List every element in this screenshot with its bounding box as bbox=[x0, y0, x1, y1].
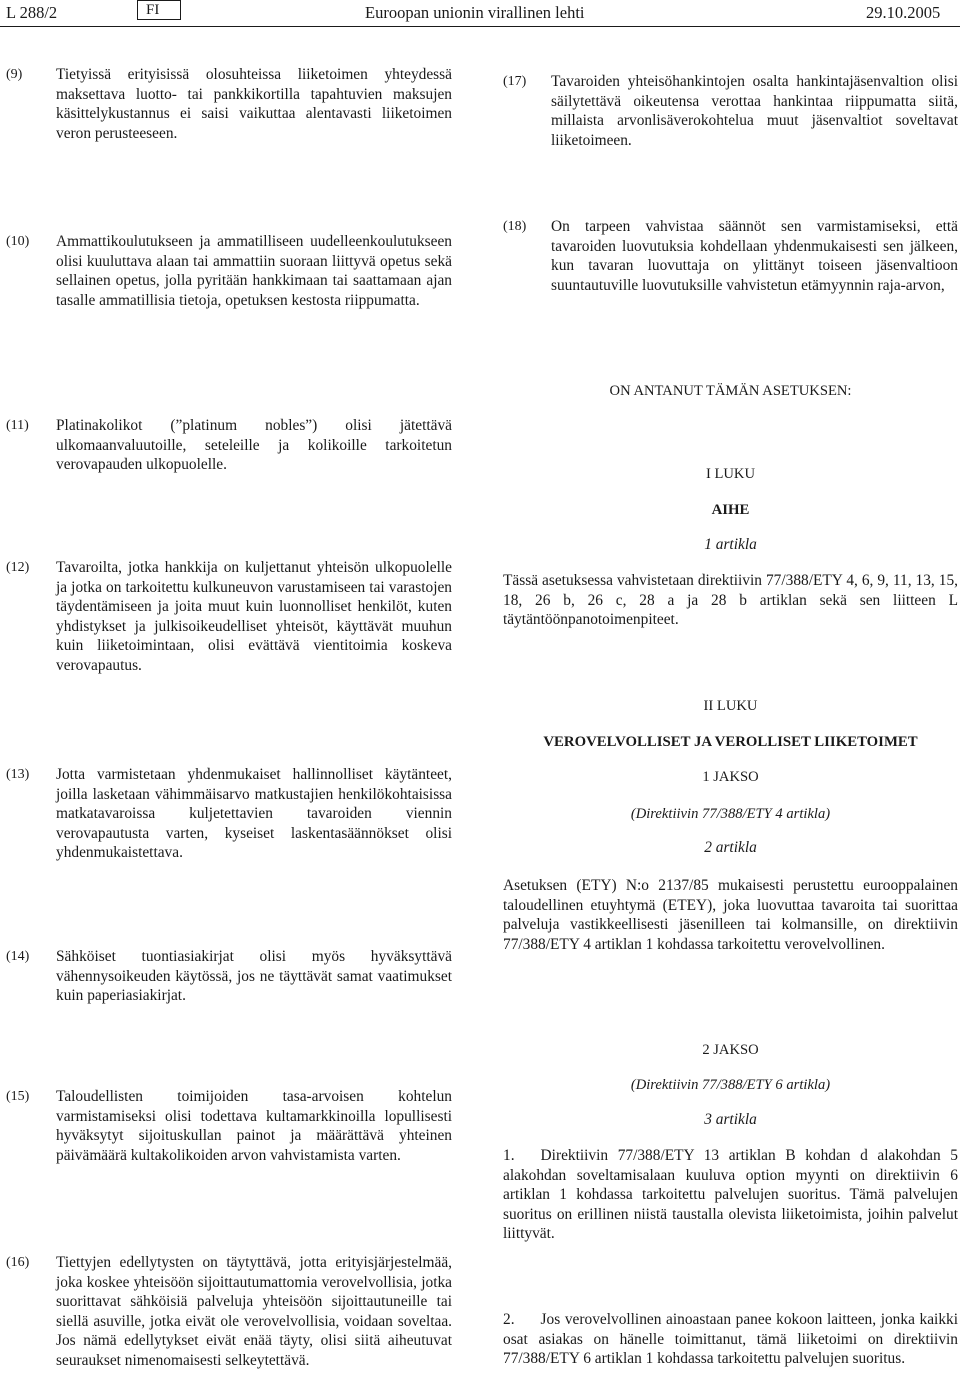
article-3-paragraph-1 bbox=[503, 1146, 958, 1244]
recital-number: (14) bbox=[6, 949, 30, 964]
recital-number: (12) bbox=[6, 560, 30, 575]
language-box: FI bbox=[137, 0, 181, 20]
article-2-text: Asetuksen (ETY) N:o 2137/85 mukaisesti perustettu eurooppalainen taloudellinen etuyhtymä (ETEY), joka luovuttaa tavaroita tai suorittaa palveluja vastikkeellisesti jäsenilleen tai kolmansille, on direktiivin 77/388/ETY 4 artiklan 1 kohdassa tarkoitettu verovelvollinen. bbox=[503, 877, 958, 953]
recital-number: (16) bbox=[6, 1255, 30, 1270]
chapter-1-title: AIHE bbox=[711, 502, 750, 518]
recital-text: Tavaroilta, jotka hankkija on kuljettanut yhteisön ulkopuolelle ja jotka on tarkoitettu kulkuneuvon varustamiseen tai varastojen täydentämiseen ja joita muut kuin luonnolliset henkilöt, kuten yhdistykset ja julkisoikeudelliset yhteisöt, käyttävät muuhun kuin liiketoimintaan, olisi evättävä vientitoimia koskeva verovapautus. bbox=[56, 559, 452, 674]
paragraph-text: Direktiivin 77/388/ETY 13 artiklan B kohdan d alakohdan 5 alakohdan soveltamisalaan kuuluva option myynti on direktiivin 6 artiklan 1 kohdassa tarkoitettu palvelujen suoritus. Tämä palvelujen suoritus on erillinen niistä taustalla olevista liiketoimista, joihin palvelut liittyvät. bbox=[503, 1147, 958, 1242]
header-rule bbox=[0, 26, 960, 27]
recital-text: Tiettyjen edellytysten on täytyttävä, jotta erityisjärjestelmää, joka koskee yhteisöön sijoittautumattomia verovelvollisia, jotka suorittavat sähköisiä palveluja yhteisöön sijoittautuneille tai siellä asuville, jotka eivät ole verovelvollisia, voidaan soveltaa. Jos nämä edellytykset eivät enää täyty, olisi siitä aiheutuvat seuraukset nimenomaisesti selkeytettävä. bbox=[56, 1254, 452, 1369]
recital-text: Tietyissä erityisissä olosuhteissa liiketoimen yhteydessä maksettava luotto- tai pankkikortilla tapahtuvien maksujen käsittelykustannus ei saisi vaikuttaa alentavasti liiketoimen veron perusteeseen. bbox=[56, 66, 452, 142]
section-2-label: 2 JAKSO bbox=[702, 1042, 759, 1058]
recital-number: (18) bbox=[503, 219, 527, 234]
publication-date: 29.10.2005 bbox=[866, 3, 941, 22]
recital-text: Ammattikoulutukseen ja ammatilliseen uudelleenkoulutukseen olisi kuuluttava alaan tai ammattiin suoraan liittyvä opetus sekä sellainen opetus, jolla pyritään hankkimaan tai saattamaan ajan tasalle ammatillisia tietoja, opetuksen kestosta riippumatta. bbox=[56, 233, 452, 309]
recital-number: (10) bbox=[6, 234, 30, 249]
recital-number: (17) bbox=[503, 74, 527, 89]
chapter-2-label: II LUKU bbox=[703, 698, 758, 714]
section-2-subtitle: (Direktiivin 77/388/ETY 6 artikla) bbox=[630, 1077, 831, 1093]
page-header bbox=[0, 0, 960, 26]
article-1-heading: 1 artikla bbox=[704, 536, 757, 553]
recital-text: Tavaroiden yhteisöhankintojen osalta hankintajäsenvaltion olisi säilytettävä oikeutensa verottaa hankintaa riippumatta siitä, millaista arvonlisäverokohtelua muut jäsenvaltiot soveltavat liiketoimeen. bbox=[551, 73, 958, 149]
article-3-heading: 3 artikla bbox=[704, 1111, 757, 1128]
recital-text: Platinakolikot (”platinum nobles”) olisi jätettävä ulkomaanvaluutoille, seteleille ja kolikoille tarkoitetun verovapauden ulkopuolelle. bbox=[56, 417, 452, 473]
recital-number: (9) bbox=[6, 67, 23, 82]
section-1-subtitle: (Direktiivin 77/388/ETY 4 artikla) bbox=[630, 806, 831, 822]
recital-number: (15) bbox=[6, 1089, 30, 1104]
article-3-paragraph-2 bbox=[503, 1310, 958, 1369]
article-1-text: Tässä asetuksessa vahvistetaan direktiivin 77/388/ETY 4, 6, 9, 11, 13, 15, 18, 26 b, 26 c, 28 a ja 28 b artiklan sekä sen liitteen L täytäntöönpanotoimenpiteet. bbox=[503, 572, 958, 628]
article-2-heading: 2 artikla bbox=[704, 839, 757, 856]
enactment-formula: ON ANTANUT TÄMÄN ASETUKSEN: bbox=[609, 383, 852, 399]
paragraph-number: 1. bbox=[503, 1147, 515, 1164]
chapter-1-label: I LUKU bbox=[705, 466, 756, 482]
recital-number: (13) bbox=[6, 767, 30, 782]
recital-text: Sähköiset tuontiasiakirjat olisi myös hyväksyttävä vähennysoikeuden käytössä, jos ne täyttävät samat vaatimukset kuin paperiasiakirjat. bbox=[56, 948, 452, 1004]
paragraph-number: 2. bbox=[503, 1311, 515, 1328]
recital-text: Jotta varmistetaan yhdenmukaiset hallinnolliset käytänteet, joilla lasketaan vähimmäisarvo matkustajien henkilökohtaisissa matkatavaroissa kuljetettavien tavaroiden viennin verovapautusta varten, kyseiset laskentasäännökset olisi yhdenmukaistettava. bbox=[56, 766, 452, 861]
recital-text: Taloudellisten toimijoiden tasa-arvoisen kohtelun varmistamiseksi olisi todettava kultamarkkinoilla lopullisesti hyväksytyt sijoituskullan painot ja määrättävä yhteinen päivämäärä kultakolikoiden arvon vahvistamista varten. bbox=[56, 1088, 452, 1164]
chapter-2-title: VEROVELVOLLISET JA VEROLLISET LIIKETOIMET bbox=[543, 734, 918, 750]
section-1-label: 1 JAKSO bbox=[702, 769, 759, 785]
page-reference: L 288/2 bbox=[6, 3, 58, 22]
journal-title: Euroopan unionin virallinen lehti bbox=[365, 3, 585, 22]
recital-text: On tarpeen vahvistaa säännöt sen varmistamiseksi, että tavaroiden luovutuksia kohdellaan yhdenmukaisesti sen jälkeen, kun tavaran luovuttaja on ylittänyt toiseen jäsenvaltioon suuntautuville luovutuksille vahvistetun etämyynnin raja-arvon, bbox=[551, 218, 958, 294]
paragraph-text: Jos verovelvollinen ainoastaan panee kokoon laitteen, jonka kaikki osat asiakas on hänelle toimittanut, tämä liiketoimi on direktiivin 77/388/ETY 6 artiklan 1 kohdassa tarkoitettu palvelujen suoritus. bbox=[503, 1311, 958, 1367]
recital-number: (11) bbox=[6, 418, 29, 433]
